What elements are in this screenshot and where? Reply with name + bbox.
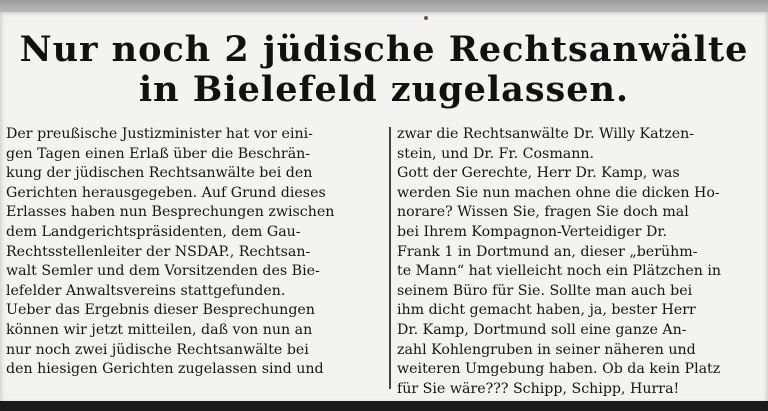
scan-bottom-edge (0, 401, 768, 411)
text-line: weiteren Umgebung haben. Ob da kein Platz (397, 361, 721, 378)
text-line: werden Sie nun machen ohne die dicken Ho- (397, 184, 720, 201)
text-line: te Mann“ hat vielleicht noch ein Plätzchen in (397, 263, 722, 280)
headline-line-1: Nur noch 2 jüdische Rechtsanwälte (19, 29, 749, 70)
text-line: Gerichten herausgegeben. Auf Grund dieses (6, 184, 326, 201)
column-divider (389, 127, 391, 389)
text-line: bei Ihrem Kompagnon-Verteidiger Dr. (397, 223, 668, 240)
text-line: Der preußische Justizminister hat vor eini- (6, 126, 313, 142)
text-line: Ueber das Ergebnis dieser Besprechungen (6, 302, 315, 319)
text-line: lefelder Anwaltsvereins stattgefunden. (6, 282, 286, 299)
text-line: können wir jetzt mitteilen, daß von nun an (6, 321, 313, 338)
text-line: kung der jüdischen Rechtsanwälte bei den (6, 165, 313, 182)
paper-speck (424, 16, 428, 20)
text-line: zahl Kohlengruben in seiner näheren und (397, 341, 696, 358)
text-line: gen Tagen einen Erlaß über die Beschrän- (6, 145, 311, 162)
text-line: ihm dicht gemacht haben, ja, bester Herr (397, 302, 696, 319)
text-line: dem Landgerichtspräsidenten, dem Gau- (6, 223, 301, 240)
text-line: seinem Büro für Sie. Sollte man auch bei (397, 282, 693, 299)
text-line: den hiesigen Gerichten zugelassen sind und (6, 361, 324, 378)
text-line: Erlasses haben nun Besprechungen zwischen (6, 204, 335, 221)
article-column-right (397, 125, 765, 399)
headline-line-2: in Bielefeld zugelassen. (138, 69, 630, 110)
text-line: zwar die Rechtsanwälte Dr. Willy Katzen- (397, 126, 695, 142)
article-column-left (6, 125, 382, 380)
text-line: Frank 1 in Dortmund an, dieser „berühm- (397, 243, 698, 260)
text-line: nur noch zwei jüdische Rechtsanwälte bei (6, 341, 309, 358)
text-line: walt Semler und dem Vorsitzenden des Bie- (6, 263, 320, 280)
text-line: stein, und Dr. Fr. Cosmann. (397, 145, 595, 162)
text-line: Dr. Kamp, Dortmund soll eine ganze An- (397, 321, 687, 338)
headline (0, 30, 768, 110)
text-line: für Sie wäre??? Schipp, Schipp, Hurra! (397, 380, 680, 397)
text-line: norare? Wissen Sie, fragen Sie doch mal (397, 204, 689, 221)
text-line: Gott der Gerechte, Herr Dr. Kamp, was (397, 165, 680, 182)
text-line: Rechtsstellenleiter der NSDAP., Rechtsan- (6, 243, 311, 260)
